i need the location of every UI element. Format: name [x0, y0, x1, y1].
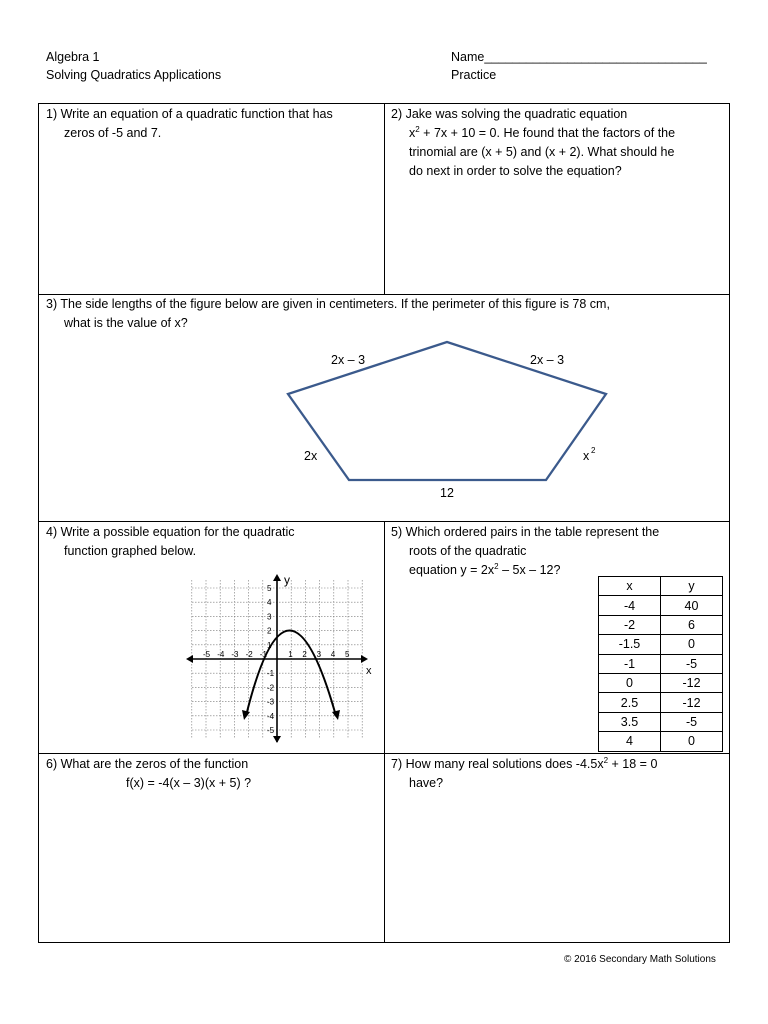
y-tick-label: 3 — [267, 612, 272, 622]
table-row — [599, 673, 723, 692]
exponent: 2 — [494, 561, 499, 571]
equation-rest: + 7x + 10 = 0. He found that the factors of the — [419, 126, 676, 140]
table-header-x: x — [599, 577, 661, 596]
x-axis-label: x — [366, 665, 372, 677]
side-label-left: 2x — [304, 449, 318, 463]
table-row — [599, 693, 723, 712]
y-axis-bottom-arrow — [273, 736, 281, 743]
x-tick-label: -3 — [231, 650, 239, 659]
table-header-y: y — [661, 577, 723, 596]
x-tick-label: 3 — [316, 650, 322, 659]
x-tick-label: -5 — [203, 650, 211, 659]
table-row — [599, 596, 723, 615]
equation-part: – 5x – 12? — [498, 563, 561, 577]
question-4-text-cont: function graphed below. — [64, 544, 197, 558]
y-tick-label: -4 — [267, 711, 275, 721]
course-title: Algebra 1 — [46, 50, 100, 64]
name-field[interactable]: Name________________________________ — [451, 50, 707, 64]
side-label-bottom: 12 — [440, 486, 454, 500]
table-row — [599, 615, 723, 634]
equation-x: x — [409, 126, 416, 140]
exponent: 2 — [415, 124, 420, 134]
table-cell: 4 — [599, 732, 661, 751]
table-row — [599, 635, 723, 654]
curve-right-arrow — [332, 710, 340, 720]
y-tick-label: -2 — [267, 683, 275, 693]
table-cell: -2 — [599, 615, 661, 634]
xy-table — [598, 576, 723, 752]
exponent: 2 — [603, 755, 609, 765]
question-7-text-cont: + 18 = 0 — [608, 757, 658, 771]
equation-part: equation y = 2x — [409, 563, 495, 577]
x-axis-left-arrow — [186, 655, 193, 663]
copyright-footer: © 2016 Secondary Math Solutions — [564, 954, 716, 965]
question-5-text-cont: roots of the quadratic — [409, 544, 527, 558]
question-7 — [391, 755, 726, 793]
table-row — [599, 732, 723, 751]
y-tick-label: -1 — [267, 669, 275, 679]
table-cell: -1 — [599, 654, 661, 673]
table-cell: -12 — [661, 673, 723, 692]
question-5 — [391, 523, 726, 580]
y-tick-label: 2 — [267, 626, 272, 636]
x-tick-label: -4 — [217, 650, 225, 659]
table-cell: 3.5 — [599, 712, 661, 731]
table-cell: 0 — [661, 635, 723, 654]
table-cell: 0 — [599, 673, 661, 692]
y-tick-label: 1 — [267, 640, 272, 650]
table-header-row — [599, 577, 723, 596]
x-tick-label: 4 — [330, 650, 336, 659]
y-axis-top-arrow — [273, 574, 281, 581]
side-label-top-right: 2x – 3 — [530, 353, 565, 367]
table-cell: -5 — [661, 712, 723, 731]
side-label-top-left: 2x – 3 — [331, 353, 366, 367]
table-cell: -12 — [661, 693, 723, 712]
function-expression: f(x) = -4(x – 3)(x + 5) ? — [126, 776, 252, 790]
question-1-text-cont: zeros of -5 and 7. — [64, 126, 162, 140]
question-3-text: 3) The side lengths of the figure below are given in centimeters. If the perimeter of this figure is 78 cm, — [46, 297, 610, 311]
question-4-text: 4) Write a possible equation for the quadratic — [46, 525, 295, 539]
worksheet-topic: Solving Quadratics Applications — [46, 68, 222, 82]
question-6 — [46, 755, 376, 793]
table-row — [599, 654, 723, 673]
y-tick-label: 5 — [267, 584, 272, 593]
x-tick-label: -1 — [259, 650, 267, 659]
question-4 — [46, 523, 376, 561]
question-6-text: 6) What are the zeros of the function — [46, 757, 249, 771]
question-1-text: 1) Write an equation of a quadratic function that has — [46, 107, 333, 121]
question-7-text-cont: have? — [409, 776, 444, 790]
x-tick-label: -2 — [245, 650, 253, 659]
table-cell: 0 — [661, 732, 723, 751]
table-cell: 2.5 — [599, 693, 661, 712]
y-tick-label: -5 — [267, 726, 275, 735]
question-7-text: 7) How many real solutions does -4.5x — [391, 757, 604, 771]
question-2-text: 2) Jake was solving the quadratic equation — [391, 107, 628, 121]
question-3-text-cont: what is the value of x? — [64, 316, 188, 330]
x-tick-label: 1 — [288, 650, 293, 659]
question-2-text-cont: trinomial are (x + 5) and (x + 2). What should he — [409, 145, 675, 159]
parabola-graph — [184, 572, 380, 744]
x-axis-right-arrow — [361, 655, 368, 663]
question-2-text-cont: do next in order to solve the equation? — [409, 164, 622, 178]
y-tick-label: 4 — [267, 598, 272, 608]
x-tick-label: 5 — [345, 650, 350, 659]
table-cell: 6 — [661, 615, 723, 634]
y-tick-label: -3 — [267, 697, 275, 707]
y-axis-label: y — [284, 573, 290, 587]
side-label-right-exponent: 2 — [591, 446, 596, 455]
table-cell: -4 — [599, 596, 661, 615]
table-cell: -5 — [661, 654, 723, 673]
table-cell: 40 — [661, 596, 723, 615]
question-5-text: 5) Which ordered pairs in the table represent the — [391, 525, 660, 539]
practice-label: Practice — [451, 68, 497, 82]
table-cell: -1.5 — [599, 635, 661, 654]
x-tick-label: 2 — [302, 650, 307, 659]
side-label-right: x — [583, 449, 590, 463]
table-row — [599, 712, 723, 731]
